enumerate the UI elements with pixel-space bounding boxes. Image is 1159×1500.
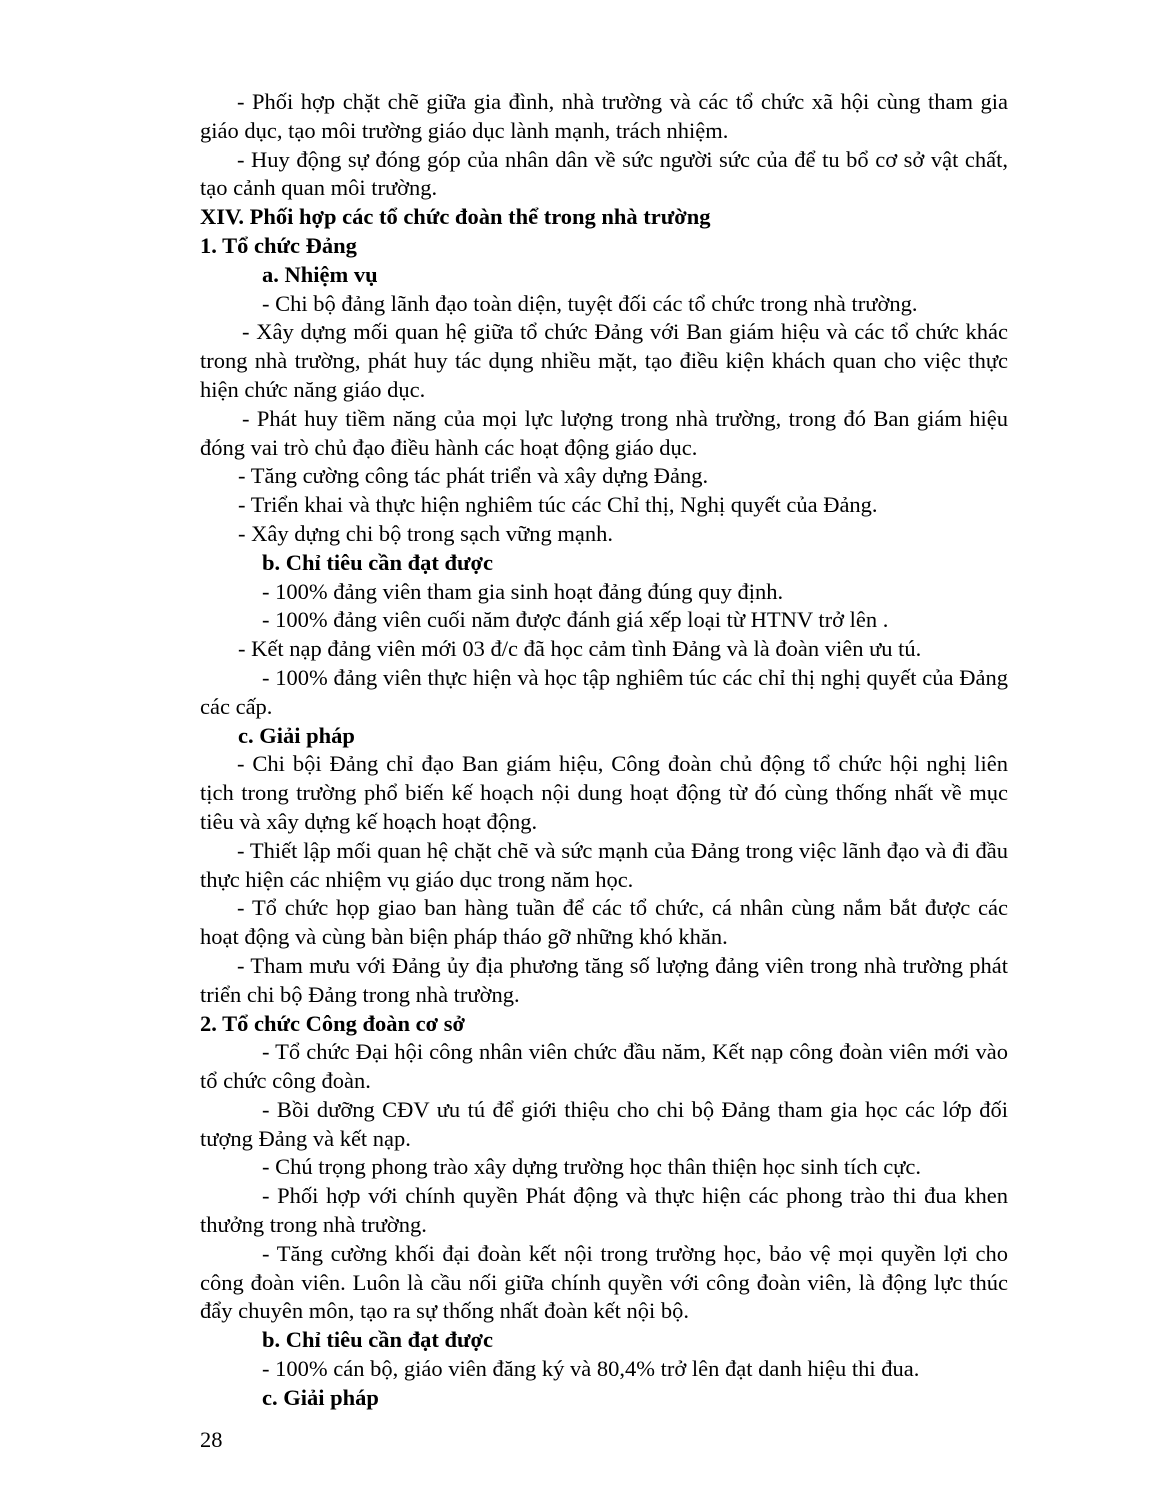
item-heading: b. Chỉ tiêu cần đạt được <box>262 549 493 575</box>
paragraph: - 100% đảng viên thực hiện và học tập nghiêm túc các chỉ thị nghị quyết của Đảng các cấp. <box>200 664 1008 719</box>
paragraph: - Tổ chức Đại hội công nhân viên chức đầu năm, Kết nạp công đoàn viên mới vào tổ chức công đoàn. <box>200 1039 1008 1094</box>
paragraph: - Phối hợp chặt chẽ giữa gia đình, nhà trường và các tổ chức xã hội cùng tham gia giáo dục, tạo môi trường giáo dục lành mạnh, trách nhiệm. <box>200 89 1008 143</box>
item-heading: a. Nhiệm vụ <box>262 261 378 287</box>
paragraph: - Thiết lập mối quan hệ chặt chẽ và sức mạnh của Đảng trong việc lãnh đạo và đi đầu thực hiện các nhiệm vụ giáo dục trong năm học. <box>200 837 1008 892</box>
subsection-heading: 2. Tổ chức Công đoàn cơ sở <box>200 1010 465 1036</box>
paragraph: - Chi bộ đảng lãnh đạo toàn diện, tuyệt đối các tổ chức trong nhà trường. <box>262 290 918 316</box>
paragraph: - Phát huy tiềm năng của mọi lực lượng trong nhà trường, trong đó Ban giám hiệu đóng vai trò chủ đạo điều hành các hoạt động giáo dục. <box>200 405 1008 460</box>
paragraph: - Bồi dưỡng CĐV ưu tú để giới thiệu cho chi bộ Đảng tham gia học các lớp đối tượng Đảng và kết nạp. <box>200 1096 1008 1151</box>
subsection-heading: 1. Tổ chức Đảng <box>200 232 357 258</box>
paragraph: - Chi bội Đảng chỉ đạo Ban giám hiệu, Công đoàn chủ động tổ chức hội nghị liên tịch trong trường phổ biến kế hoạch nội dung hoạt động từ đó cùng thống nhất về mục tiêu và xây dựng kế hoạch hoạt động. <box>200 751 1008 834</box>
paragraph: - Huy động sự đóng góp của nhân dân về sức người sức của để tu bổ cơ sở vật chất, tạo cảnh quan môi trường. <box>200 146 1008 201</box>
paragraph: - Tham mưu với Đảng ủy địa phương tăng số lượng đảng viên trong nhà trường phát triển chi bộ Đảng trong nhà trường. <box>200 952 1008 1007</box>
item-heading: c. Giải pháp <box>238 722 355 748</box>
item-heading: b. Chỉ tiêu cần đạt được <box>262 1327 493 1353</box>
paragraph: - Tăng cường khối đại đoàn kết nội trong trường học, bảo vệ mọi quyền lợi cho công đoàn viên. Luôn là cầu nối giữa chính quyền với công đoàn viên, là động lực thúc đẩy chuyên môn, tạo ra sự thống nhất đoàn kết nội bộ. <box>200 1240 1008 1324</box>
item-heading: c. Giải pháp <box>262 1384 379 1410</box>
paragraph: - Tổ chức họp giao ban hàng tuần để các tổ chức, cá nhân cùng nắm bắt được các hoạt động và cùng bàn biện pháp tháo gỡ những khó khăn. <box>200 895 1008 950</box>
paragraph: - Phối hợp với chính quyền Phát động và thực hiện các phong trào thi đua khen thưởng trong nhà trường. <box>200 1183 1008 1238</box>
page-number: 28 <box>200 1427 223 1452</box>
paragraph: - Triển khai và thực hiện nghiêm túc các Chỉ thị, Nghị quyết của Đảng. <box>238 492 878 518</box>
document-body <box>200 88 1008 1413</box>
paragraph: - 100% cán bộ, giáo viên đăng ký và 80,4% trở lên đạt danh hiệu thi đua. <box>262 1356 920 1382</box>
paragraph: - Xây dựng mối quan hệ giữa tổ chức Đảng với Ban giám hiệu và các tổ chức khác trong nhà trường, phát huy tác dụng nhiều mặt, tạo điều kiện khách quan cho việc thực hiện chức năng giáo dục. <box>200 319 1008 402</box>
section-heading: XIV. Phối hợp các tổ chức đoàn thể trong nhà trường <box>200 204 711 230</box>
paragraph: - Kết nạp đảng viên mới 03 đ/c đã học cảm tình Đảng và là đoàn viên ưu tú. <box>238 636 922 662</box>
paragraph: - Xây dựng chi bộ trong sạch vững mạnh. <box>238 520 613 546</box>
paragraph: - 100% đảng viên tham gia sinh hoạt đảng đúng quy định. <box>262 578 784 604</box>
paragraph: - 100% đảng viên cuối năm được đánh giá xếp loại từ HTNV trở lên . <box>262 607 889 633</box>
paragraph: - Tăng cường công tác phát triển và xây dựng Đảng. <box>238 463 709 489</box>
paragraph: - Chú trọng phong trào xây dựng trường học thân thiện học sinh tích cực. <box>262 1154 921 1180</box>
